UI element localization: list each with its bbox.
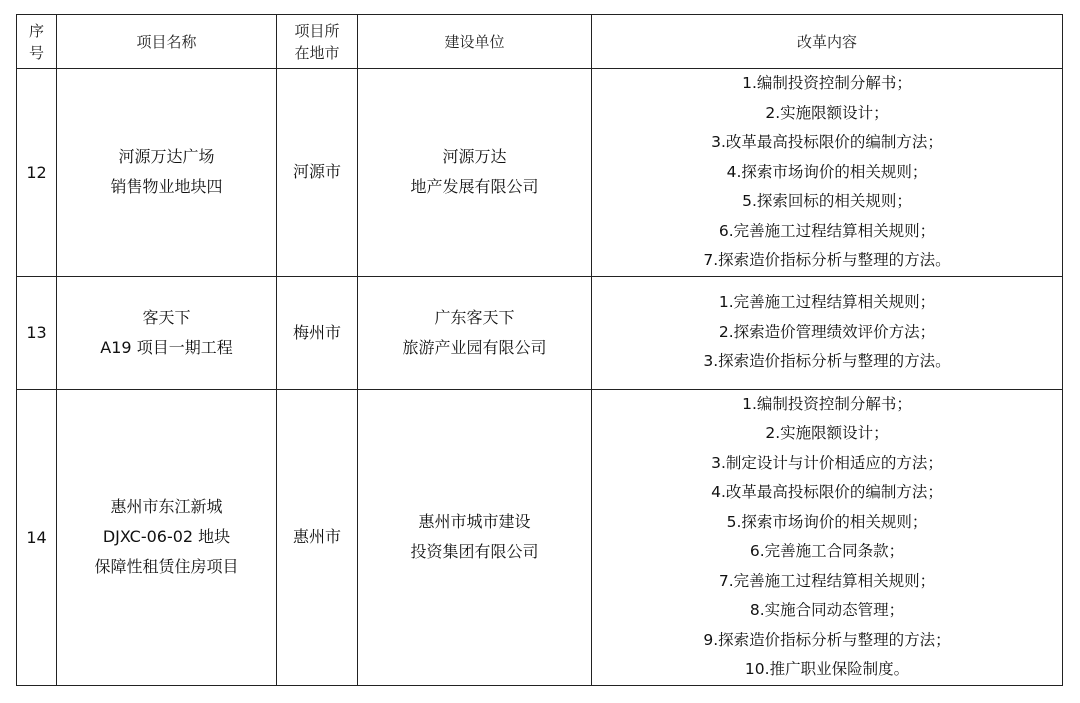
unit-line: 河源万达 bbox=[442, 147, 507, 167]
project-name-line: 惠州市东江新城 bbox=[110, 497, 223, 516]
unit-line: 广东客天下 bbox=[434, 307, 515, 327]
unit-line: 投资集团有限公司 bbox=[410, 542, 539, 561]
content-item: 3.制定设计与计价相适应的方法； bbox=[711, 453, 943, 472]
header-city bbox=[277, 15, 358, 69]
row-city: 河源市 bbox=[277, 69, 358, 277]
header-row bbox=[17, 15, 1063, 69]
content-item: 5.探索市场询价的相关规则； bbox=[726, 512, 928, 531]
content-item: 1.编制投资控制分解书； bbox=[742, 394, 912, 413]
row-unit bbox=[358, 276, 592, 389]
content-item: 7.完善施工过程结算相关规则； bbox=[718, 571, 936, 590]
content-item: 2.实施限额设计； bbox=[765, 424, 889, 442]
content-item: 10.推广职业保险制度。 bbox=[744, 660, 910, 678]
content-item: 2.实施限额设计； bbox=[765, 103, 889, 122]
header-city-line1: 项目所 bbox=[294, 21, 340, 40]
content-item: 3.改革最高投标限价的编制方法； bbox=[711, 133, 943, 151]
row-seq: 13 bbox=[17, 276, 57, 389]
reform-project-table bbox=[16, 14, 1063, 686]
content-item: 1.编制投资控制分解书； bbox=[742, 74, 912, 92]
table-row bbox=[17, 69, 1063, 277]
unit-line: 地产发展有限公司 bbox=[410, 177, 539, 197]
row-seq: 14 bbox=[17, 389, 57, 685]
header-seq bbox=[17, 15, 57, 69]
project-name-line: 保障性租赁住房项目 bbox=[94, 557, 239, 576]
project-name-line: 河源万达广场 bbox=[118, 147, 215, 167]
header-seq-line2: 号 bbox=[28, 43, 44, 62]
row-content bbox=[592, 69, 1063, 277]
table-row bbox=[17, 389, 1063, 685]
project-name-line: 销售物业地块四 bbox=[110, 177, 223, 197]
row-project-name bbox=[57, 276, 277, 389]
content-item: 6.完善施工过程结算相关规则； bbox=[718, 221, 936, 240]
content-item: 2.探索造价管理绩效评价方法； bbox=[718, 322, 936, 341]
header-city-line2: 在地市 bbox=[294, 43, 340, 62]
row-content bbox=[592, 389, 1063, 685]
header-name: 项目名称 bbox=[57, 15, 277, 69]
unit-line: 惠州市城市建设 bbox=[418, 512, 531, 531]
content-item: 7.探索造价指标分析与整理的方法。 bbox=[703, 251, 951, 269]
row-unit bbox=[358, 69, 592, 277]
header-seq-line1: 序 bbox=[28, 21, 44, 40]
content-item: 3.探索造价指标分析与整理的方法。 bbox=[703, 352, 951, 371]
row-city: 梅州市 bbox=[277, 276, 358, 389]
content-item: 4.探索市场询价的相关规则； bbox=[726, 162, 928, 181]
content-item: 5.探索回标的相关规则； bbox=[742, 192, 912, 210]
table-row bbox=[17, 276, 1063, 389]
content-item: 8.实施合同动态管理； bbox=[749, 601, 905, 619]
content-item: 9.探索造价指标分析与整理的方法； bbox=[703, 630, 951, 649]
content-item: 1.完善施工过程结算相关规则； bbox=[718, 293, 936, 312]
content-item: 4.改革最高投标限价的编制方法； bbox=[711, 483, 943, 501]
content-item: 6.完善施工合同条款； bbox=[749, 542, 905, 560]
project-name-line: DJXC-06-02 地块 bbox=[102, 527, 231, 546]
unit-line: 旅游产业园有限公司 bbox=[402, 337, 547, 357]
project-name-line: A19 项目一期工程 bbox=[100, 337, 233, 357]
header-unit: 建设单位 bbox=[358, 15, 592, 69]
row-unit bbox=[358, 389, 592, 685]
header-content: 改革内容 bbox=[592, 15, 1063, 69]
project-name-line: 客天下 bbox=[142, 307, 191, 327]
row-project-name bbox=[57, 69, 277, 277]
row-project-name bbox=[57, 389, 277, 685]
row-seq: 12 bbox=[17, 69, 57, 277]
row-content bbox=[592, 276, 1063, 389]
row-city: 惠州市 bbox=[277, 389, 358, 685]
